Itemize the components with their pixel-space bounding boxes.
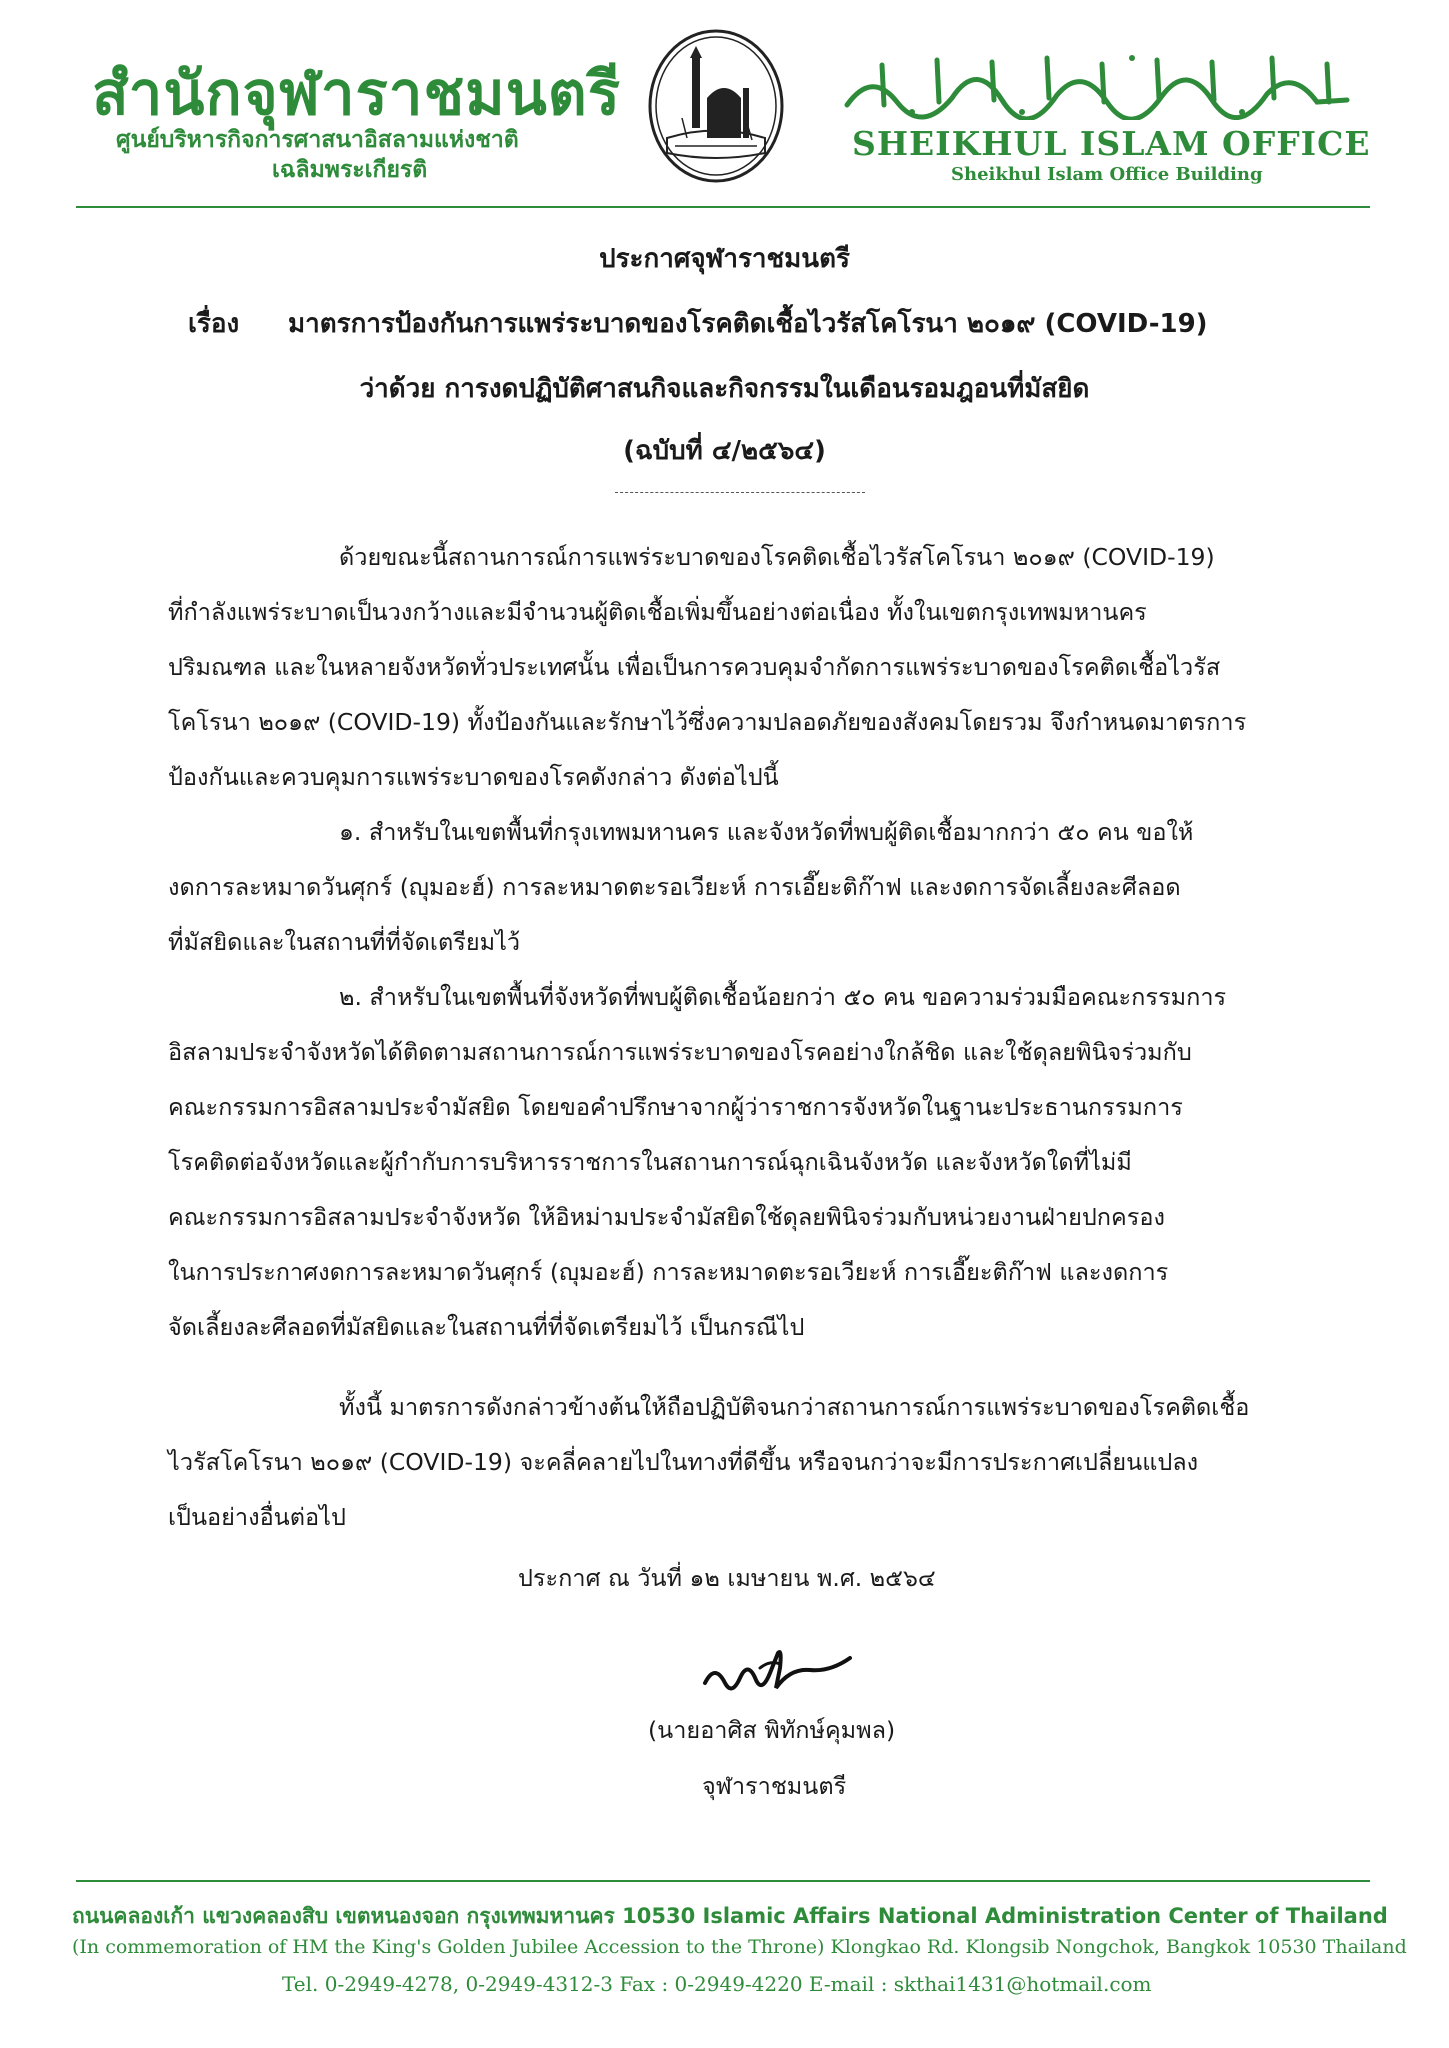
subject-label: เรื่อง — [188, 309, 240, 339]
body-line: ปริมณฑล และในหลายจังหวัดทั่วประเทศนั้น เพื่อเป็นการควบคุมจำกัดการแพร่ระบาดของโรคติดเชื้อไวรัส — [168, 653, 1221, 681]
body-line: คณะกรรมการอิสลามประจำจังหวัด ให้อิหม่ามประจำมัสยิดใช้ดุลยพินิจร่วมกับหน่วยงานฝ่ายปกครอง — [168, 1203, 1165, 1231]
body-line: งดการละหมาดวันศุกร์ (ญุมอะฮ์) การละหมาดตะรอเวียะห์ การเอี๊ยะติก๊าฟ และงดการจัดเลี้ยงละศีลอด — [168, 873, 1181, 901]
signer-name: (นายอาศิส พิทักษ์คุมพล) — [648, 1716, 896, 1744]
body-line: จัดเลี้ยงละศีลอดที่มัสยิดและในสถานที่ที่จัดเตรียมไว้ เป็นกรณีไป — [168, 1313, 805, 1341]
handwritten-signature-icon — [700, 1638, 855, 1708]
body-line: ในการประกาศงดการละหมาดวันศุกร์ (ญุมอะฮ์) การละหมาดตะรอเวียะห์ การเอี๊ยะติก๊าฟ และงดการ — [168, 1258, 1169, 1286]
body-line: โรคติดต่อจังหวัดและผู้กำกับการบริหารราชการในสถานการณ์ฉุกเฉินจังหวัด และจังหวัดใดที่ไม่มี — [168, 1148, 1132, 1176]
office-subtitle-thai-2: เฉลิมพระเกียรติ — [272, 157, 428, 183]
body-line: ๒. สำหรับในเขตพื้นที่จังหวัดที่พบผู้ติดเชื้อน้อยกว่า ๕๐ คน ขอความร่วมมือคณะกรรมการ — [339, 983, 1227, 1011]
footer-contact: Tel. 0-2949-4278, 0-2949-4312-3 Fax : 0-2949-4220 E-mail : skthai1431@hotmail.com — [282, 1972, 1152, 1996]
edition-number: (ฉบับที่ ๔/๒๕๖๔) — [623, 436, 826, 466]
mosque-emblem-icon — [647, 28, 785, 184]
body-line: ด้วยขณะนี้สถานการณ์การแพร่ระบาดของโรคติดเชื้อไวรัสโคโรนา ๒๐๑๙ (COVID-19) — [339, 543, 1215, 571]
announcement-date: ประกาศ ณ วันที่ ๑๒ เมษายน พ.ศ. ๒๕๖๔ — [518, 1564, 936, 1592]
office-name-thai: สำนักจุฬาราชมนตรี — [92, 59, 621, 129]
signer-title: จุฬาราชมนตรี — [702, 1772, 847, 1800]
body-line: ๑. สำหรับในเขตพื้นที่กรุงเทพมหานคร และจังหวัดที่พบผู้ติดเชื้อมากกว่า ๕๐ คน ขอให้ — [339, 818, 1194, 846]
body-line: คณะกรรมการอิสลามประจำมัสยิด โดยขอคำปรึกษาจากผู้ว่าราชการจังหวัดในฐานะประธานกรรมการ — [168, 1093, 1183, 1121]
announcement-title: ประกาศจุฬาราชมนตรี — [599, 244, 850, 274]
office-building-english: Sheikhul Islam Office Building — [951, 164, 1263, 185]
subject-detail: ว่าด้วย การงดปฏิบัติศาสนกิจและกิจกรรมในเดือนรอมฎอนที่มัสยิด — [359, 374, 1090, 404]
office-name-english: SHEIKHUL ISLAM OFFICE — [852, 124, 1371, 163]
body-line: เป็นอย่างอื่นต่อไป — [168, 1503, 346, 1531]
body-line: อิสลามประจำจังหวัดได้ติดตามสถานการณ์การแพร่ระบาดของโรคอย่างใกล้ชิด และใช้ดุลยพินิจร่วมกับ — [168, 1038, 1192, 1066]
subject-text: มาตรการป้องกันการแพร่ระบาดของโรคติดเชื้อไวรัสโคโรนา ๒๐๑๙ (COVID-19) — [288, 309, 1208, 339]
footer-address: ถนนคลองเก้า แขวงคลองสิบ เขตหนองจอก กรุงเทพมหานคร 10530 Islamic Affairs National Administration Center of Thailand — [72, 1904, 1388, 1928]
body-line: ที่กำลังแพร่ระบาดเป็นวงกว้างและมีจำนวนผู้ติดเชื้อเพิ่มขึ้นอย่างต่อเนื่อง ทั้งในเขตกรุงเทพมหานคร — [168, 598, 1147, 626]
arabic-calligraphy-logo-icon — [842, 50, 1352, 120]
footer-divider — [76, 1880, 1370, 1882]
footer-address-english: (In commemoration of HM the King's Golden Jubilee Accession to the Throne) Klongkao Rd. Klongsib Nongchok, Bangkok 10530 Thailand — [72, 1936, 1407, 1958]
body-line: ไวรัสโคโรนา ๒๐๑๙ (COVID-19) จะคลี่คลายไปในทางที่ดีขึ้น หรือจนกว่าจะมีการประกาศเปลี่ยนแปลง — [168, 1448, 1199, 1476]
body-line: ที่มัสยิดและในสถานที่ที่จัดเตรียมไว้ — [168, 928, 521, 956]
body-line: โคโรนา ๒๐๑๙ (COVID-19) ทั้งป้องกันและรักษาไว้ซึ่งความปลอดภัยของสังคมโดยรวม จึงกำหนดมาตรการ — [168, 708, 1247, 736]
body-line: ทั้งนี้ มาตรการดังกล่าวข้างต้นให้ถือปฏิบัติจนกว่าสถานการณ์การแพร่ระบาดของโรคติดเชื้อ — [339, 1393, 1250, 1421]
dashed-separator — [615, 492, 865, 493]
header-divider — [76, 206, 1370, 208]
office-subtitle-thai: ศูนย์บริหารกิจการศาสนาอิสลามแห่งชาติ — [116, 127, 519, 153]
body-line: ป้องกันและควบคุมการแพร่ระบาดของโรคดังกล่าว ดังต่อไปนี้ — [168, 763, 779, 791]
